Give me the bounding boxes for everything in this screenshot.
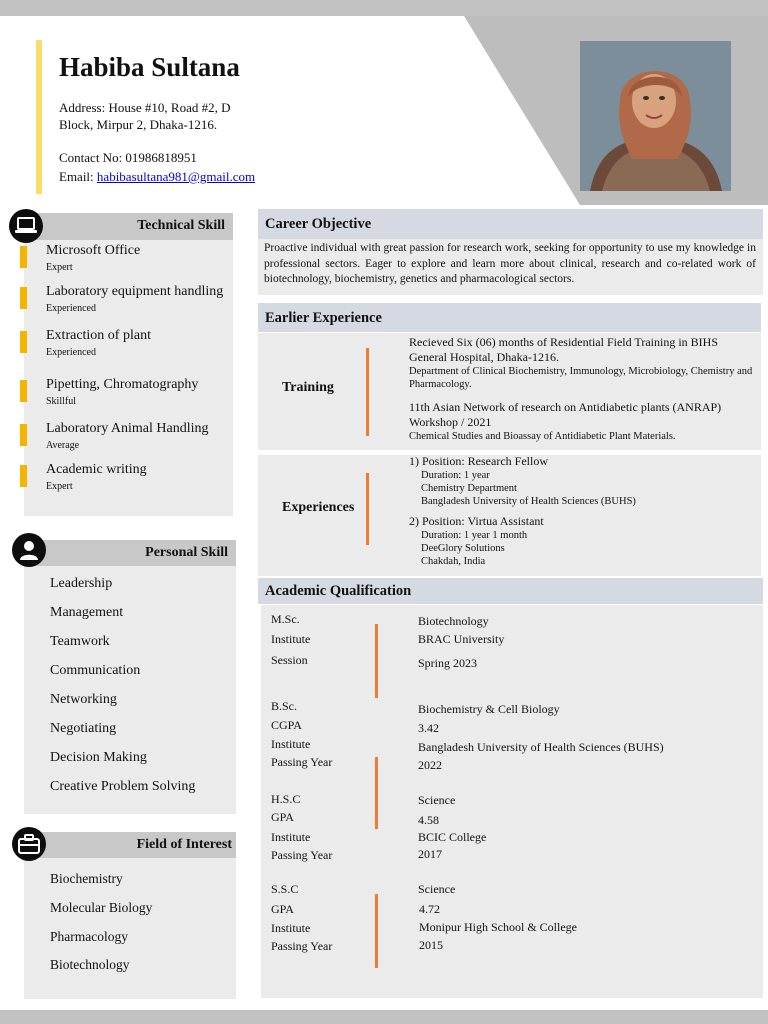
skill-name: Microsoft Office [46,243,141,258]
academic-title: Academic Qualification [258,578,763,604]
training-label: Training [282,380,334,395]
training-sub: Chemical Studies and Bioassay of Antidiabetic Plant Materials. [409,431,676,442]
job-detail: Chemistry Department [421,483,517,494]
ssc-value: 2015 [419,938,443,952]
skill-level: Expert [46,262,73,273]
training-main: 11th Asian Network of research on Antidiabetic plants (ANRAP) Workshop / 2021 [409,400,722,429]
skill-level: Experienced [46,347,96,358]
ssc-value: 4.72 [419,902,440,916]
briefcase-icon [12,827,46,861]
skill-marker [20,287,27,309]
list-item: Biotechnology [50,957,130,972]
skill-name: Pipetting, Chromatography [46,377,199,392]
bottom-band [0,1010,768,1024]
bsc-value: Biochemistry & Cell Biology [418,702,560,716]
msc-label: Institute [271,632,311,646]
skill-name: Laboratory equipment handling [46,284,224,299]
msc-label: M.Sc. [271,612,300,626]
personal-skill-header: Personal Skill [24,540,236,566]
training-divider [366,348,369,436]
list-item: Pharmacology [50,929,128,944]
bsc-value: 3.42 [418,721,439,735]
hsc-label: H.S.C [271,792,301,806]
bsc-value: 2022 [418,758,442,772]
bsc-label: Institute [271,737,311,751]
ssc-label: GPA [271,902,294,916]
training-main: Recieved Six (06) months of Residential Field Training in BIHS General Hospital, Dhaka-1216. [409,335,718,364]
career-objective-title: Career Objective [258,209,763,239]
msc-value: BRAC University [418,632,505,646]
job-detail: Duration: 1 year 1 month [421,530,528,541]
skill-level: Experienced [46,303,96,314]
contact-block [59,148,255,186]
bsc-value: Bangladesh University of Health Sciences (BUHS) [418,740,664,754]
msc-label: Session [271,653,308,667]
ssc-value: Science [418,882,456,896]
ssc-label: S.S.C [271,882,299,896]
hsc-value: 4.58 [418,813,439,827]
ssc-label: Institute [271,921,311,935]
job-detail: Duration: 1 year [421,470,490,481]
skill-marker [20,465,27,487]
job-detail: DeeGlory Solutions [421,543,505,554]
bsc-label: B.Sc. [271,699,298,713]
training-entries [409,335,754,443]
experiences-divider [366,473,369,545]
candidate-name: Habiba Sultana [59,52,240,82]
profile-photo-illustration [580,41,731,191]
msc-value: Biotechnology [418,614,489,628]
skill-level: Expert [46,481,73,492]
list-item: Decision Making [50,750,147,765]
experiences-label: Experiences [282,500,355,515]
ssc-label: Passing Year [271,939,333,953]
experience-title: Earlier Experience [258,303,761,332]
contact-number: Contact No: 01986818951 [59,150,197,165]
skill-marker [20,331,27,353]
email-link[interactable]: habibasultana981@gmail.com [96,169,256,184]
profile-photo [580,41,731,191]
list-item: Biochemistry [50,871,123,886]
hsc-label: Passing Year [271,848,333,862]
bsc-divider [375,757,378,829]
ssc-value: Monipur High School & College [419,920,577,934]
user-icon [12,533,46,567]
laptop-icon [9,209,43,243]
job-entries [409,454,754,568]
hsc-value: 2017 [418,847,442,861]
hsc-label: Institute [271,830,311,844]
skill-marker [20,246,27,268]
list-item: Molecular Biology [50,900,153,915]
address: Address: House #10, Road #2, D Block, Mirpur 2, Dhaka-1216. [59,100,231,132]
career-objective-text: Proactive individual with great passion for research work, seeking for opportunity to use my knowledge in professional sectors. Eager to explore and learn more about clinical, research and co-related work of biotechnology, biochemistry, genetics and pharmacological sectors. [264,242,756,285]
hsc-value: BCIC College [418,830,487,844]
msc-value: Spring 2023 [418,656,478,670]
skill-name: Extraction of plant [46,328,151,343]
list-item: Negotiating [50,721,117,736]
skill-name: Laboratory Animal Handling [46,421,209,436]
hsc-value: Science [418,793,456,807]
job-detail: Chakdah, India [421,556,486,567]
skill-level: Skillful [46,396,77,407]
job-position: 1) Position: Research Fellow [409,454,548,468]
skill-name: Academic writing [46,462,147,477]
list-item: Creative Problem Solving [50,779,196,794]
academic-box [261,605,763,998]
email-line [59,167,255,186]
technical-skill-header: Technical Skill [24,213,233,240]
msc-divider [375,624,378,698]
hsc-label: GPA [271,810,294,824]
list-item: Networking [50,692,117,707]
list-item: Communication [50,663,141,678]
skill-marker [20,424,27,446]
job-position: 2) Position: Virtua Assistant [409,514,544,528]
bsc-label: Passing Year [271,755,333,769]
interest-header: Field of Interest [24,832,236,858]
job-detail: Bangladesh University of Health Sciences (BUHS) [421,496,636,507]
name-accent-bar [36,40,42,194]
skill-level: Average [46,440,80,451]
bsc-label: CGPA [271,718,302,732]
email-label: Email: [59,169,97,184]
skill-marker [20,380,27,402]
list-item: Leadership [50,576,113,591]
ssc-divider [375,894,378,968]
training-sub: Department of Clinical Biochemistry, Immunology, Microbiology, Chemistry and Pharmacology. [409,366,753,390]
list-item: Teamwork [50,634,110,649]
list-item: Management [50,605,124,620]
